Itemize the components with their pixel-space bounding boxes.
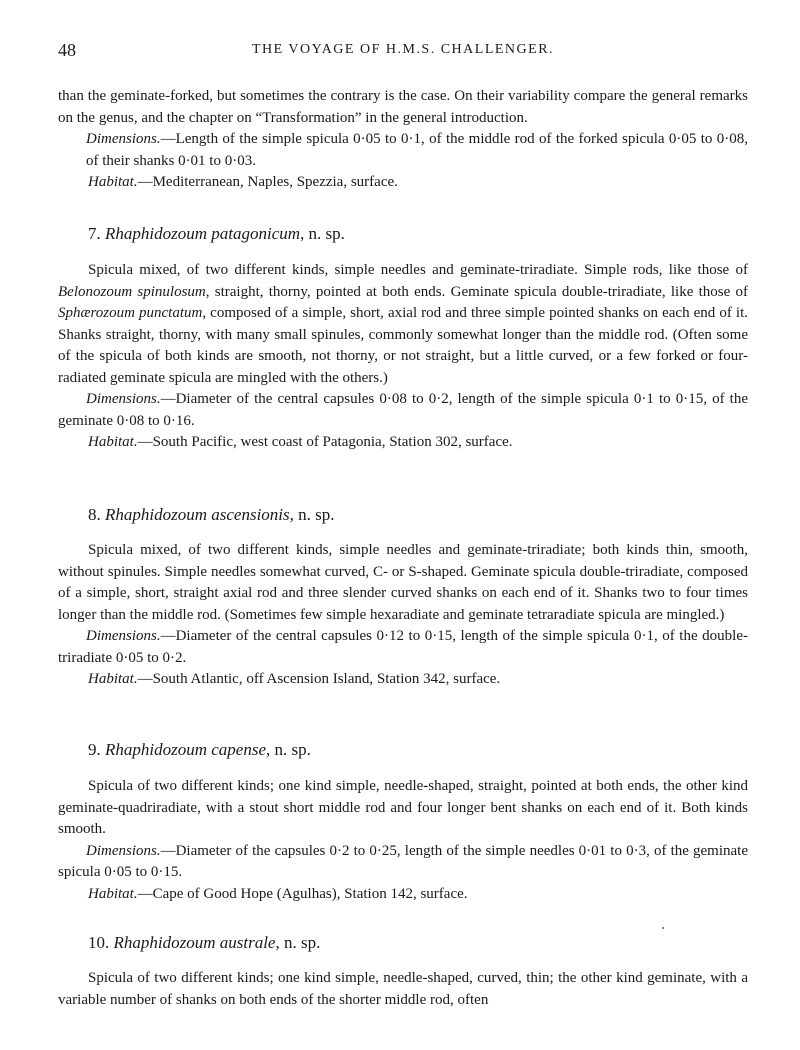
printing-speck [662,927,664,929]
intro-habitat [58,172,748,194]
description-text [58,260,748,389]
species-reference: Belonozoum spinulosum [58,283,206,300]
habitat-text: —Mediterranean, Naples, Spezzia, surface. [137,174,398,190]
species-reference: Sphærozoum punctatum [58,305,203,321]
dimensions-text: —Diameter of the central capsules 0·08 to 0·2, length of the simple spicula 0·1 to 0·15, of the geminate 0·08 to 0·16. [58,391,748,429]
species-name: Rhaphidozoum australe [113,933,276,952]
habitat-label: Habitat. [88,434,138,450]
species-number: 9. [88,740,101,759]
species-suffix: , n. sp. [275,933,321,952]
species-name: Rhaphidozoum patagonicum [105,224,301,243]
dimensions-label: Dimensions. [86,628,161,644]
description-text: Spicula of two different kinds; one kind simple, needle-shaped, straight, pointed at both ends, the other kind geminate-quadriradiate, with a stout short middle rod and four longer bent shanks on each end of it. Both kinds smooth. [58,778,748,837]
dimensions-text: —Length of the simple spicula 0·05 to 0·1, of the middle rod of the forked spicula 0·05 to 0·08, of their shanks 0·01 to 0·03. [86,131,748,169]
running-title: THE VOYAGE OF H.M.S. CHALLENGER. [251,42,555,57]
intro-paragraph [58,86,748,194]
species-description [58,540,748,691]
species-name: Rhaphidozoum ascensionis [105,505,290,524]
species-heading [88,224,345,244]
dimensions-text: —Diameter of the central capsules 0·12 to 0·15, length of the simple spicula 0·1, of the double-triradiate 0·05 to 0·2. [58,628,748,666]
intro-dimensions [58,129,748,172]
species-heading [88,740,311,760]
species-dimensions [58,626,748,669]
page-number: 48 [58,40,76,60]
description-part: , composed of a simple, short, axial rod and three simple pointed shanks on each end of it. Shanks straight, thorny, with many small spinules, commonly somewhat longer than the middle rod. (Often some of the spicula of both kinds are smooth, not thorny, or not straight, but a little curved, or a few forked or four-radiated geminate spicula are mingled with the others.) [58,305,749,386]
habitat-label: Habitat. [88,174,138,190]
species-number: 7. [88,224,101,243]
dimensions-label: Dimensions. [86,131,161,147]
dimensions-label: Dimensions. [86,842,161,859]
description-part: Spicula mixed, of two different kinds, simple needles and geminate-triradiate. Simple rods, like those of [88,262,748,278]
species-heading [88,505,335,525]
page-header [58,40,748,62]
habitat-text: —South Pacific, west coast of Patagonia, Station 302, surface. [137,434,513,450]
species-name: Rhaphidozoum capense [105,740,267,759]
intro-text: than the geminate-forked, but sometimes the contrary is the case. On their variability compare the general remarks on the genus, and the chapter on “Transformation” in the general introduction. [58,88,748,126]
dimensions-text: —Diameter of the capsules 0·2 to 0·25, length of the simple needles 0·01 to 0·3, of the geminate spicula 0·05 to 0·15. [58,842,748,880]
habitat-label: Habitat. [88,671,138,687]
description-text: Spicula of two different kinds; one kind simple, needle-shaped, curved, thin; the other kind geminate, with a variable number of shanks on both ends of the shorter middle rod, often [58,970,748,1008]
species-suffix: , n. sp. [289,505,335,524]
species-number: 8. [88,505,101,524]
habitat-label: Habitat. [88,885,138,902]
species-description [58,968,748,1011]
species-description [58,776,748,905]
habitat-text: —Cape of Good Hope (Agulhas), Station 142, surface. [137,885,468,902]
species-dimensions [58,841,748,884]
species-heading [88,933,320,953]
description-part: , straight, thorny, pointed at both ends. Geminate spicula double-triradiate, like those of [205,283,749,300]
species-description [58,260,748,454]
dimensions-label: Dimensions. [86,391,161,407]
species-dimensions [58,389,748,432]
species-habitat [58,669,748,691]
habitat-text: —South Atlantic, off Ascension Island, Station 342, surface. [137,671,501,687]
description-text: Spicula mixed, of two different kinds, simple needles and geminate-triradiate; both kinds thin, smooth, without spinules. Simple needles somewhat curved, C- or S-shaped. Geminate spicula double-triradiate, composed of a simple, short, straight axial rod and three slender curved shanks on each end of it. Shanks two to four times longer than the middle rod. (Sometimes few simple hexaradiate and geminate tetraradiate spicula are mingled.) [58,542,748,623]
species-number: 10. [88,933,110,952]
species-suffix: , n. sp. [266,740,311,759]
species-habitat [58,884,748,906]
species-suffix: , n. sp. [300,224,345,243]
species-habitat [58,432,748,454]
